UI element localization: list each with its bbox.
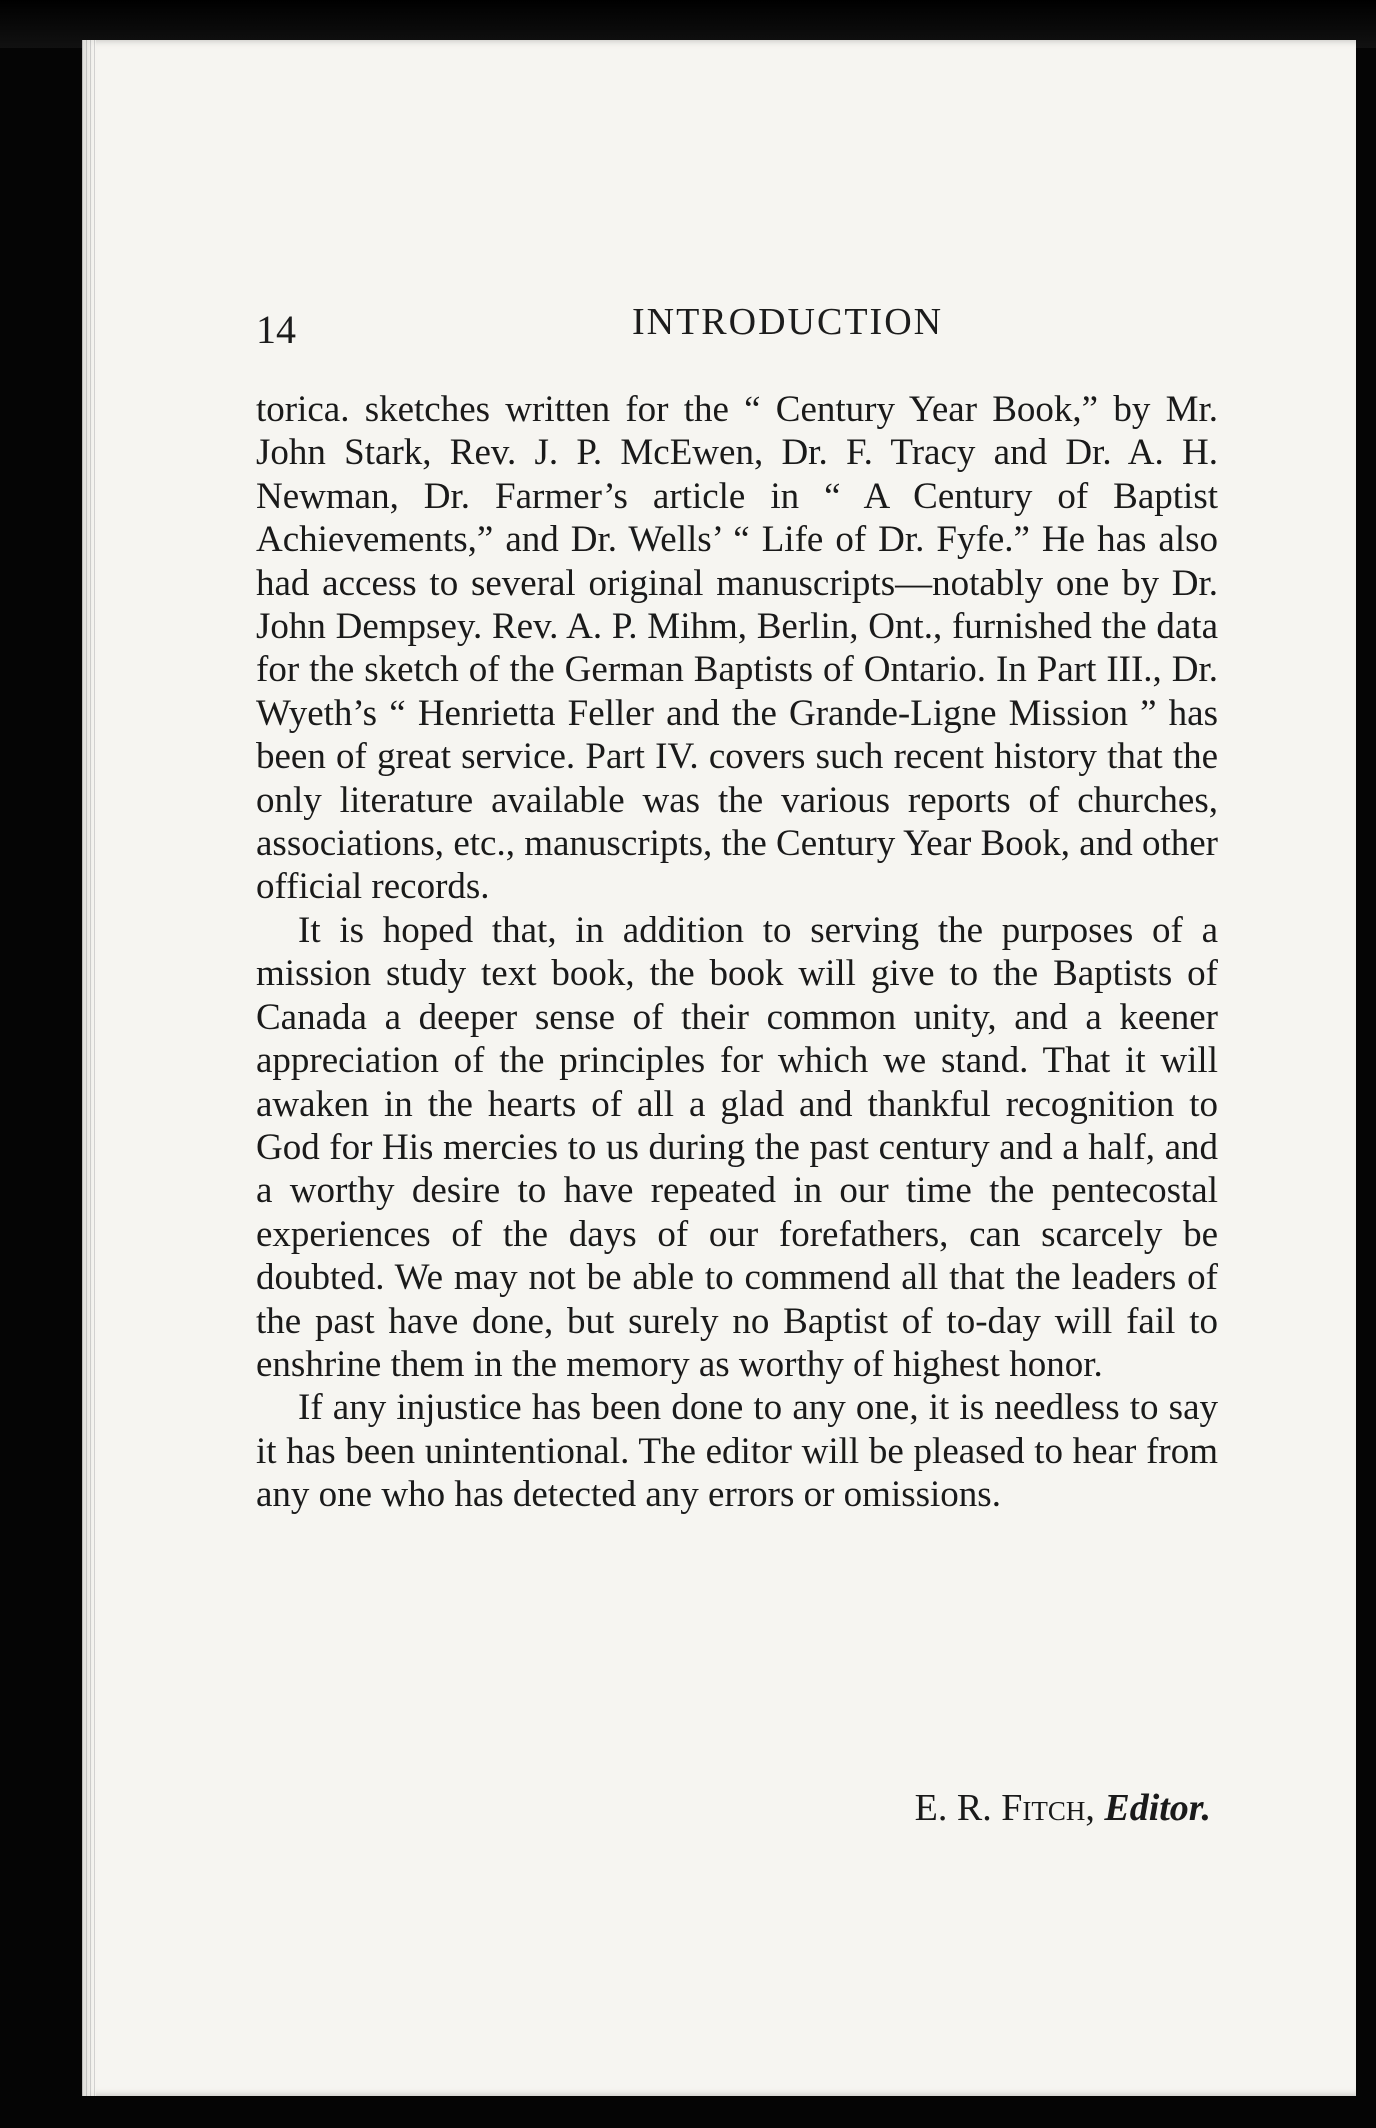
editor-title: Editor. [1104, 1787, 1211, 1829]
paragraph-3: If any injustice has been done to any one, it is needless to say it has been unintentional. The editor will be pleased to hear from any one who has detected any errors or omissions. [256, 1387, 1218, 1516]
body-text [256, 388, 1218, 1517]
page-edge [82, 40, 96, 2096]
page-number: 14 [256, 307, 296, 352]
editor-name: E. R. Fitch, [914, 1787, 1095, 1829]
running-title: INTRODUCTION [632, 301, 944, 343]
paragraph-1: torica. sketches written for the “ Century Year Book,” by Mr. John Stark, Rev. J. P. McEwen, Dr. F. Tracy and Dr. A. H. Newman, Dr. Farmer’s article in “ A Century of Baptist Achievements,” and Dr. Wells’ “ Life of Dr. Fyfe.” He has also had access to several original manuscripts—notably one by Dr. John Dempsey. Rev. A. P. Mihm, Berlin, Ont., furnished the data for the sketch of the German Baptists of Ontario. In Part III., Dr. Wyeth’s “ Henrietta Feller and the Grande-Ligne Mission ” has been of great service. Part IV. covers such recent history that the only literature available was the various reports of churches, associations, etc., manuscripts, the Century Year Book, and other official records. [256, 389, 1218, 908]
paragraph-2: It is hoped that, in addition to serving the purposes of a mission study text book, the book will give to the Baptists of Canada a deeper sense of their common unity, and a keener appreciation of the principles for which we stand. That it will awaken in the hearts of all a glad and thankful recognition to God for His mercies to us during the past century and a half, and a worthy desire to have repeated in our time the pentecostal experiences of the days of our forefathers, can scarcely be doubted. We may not be able to commend all that the leaders of the past have done, but surely no Baptist of to-day will fail to enshrine them in the memory as worthy of highest honor. [256, 909, 1218, 1385]
editor-signature [915, 1786, 1211, 1830]
running-header [256, 300, 1218, 350]
